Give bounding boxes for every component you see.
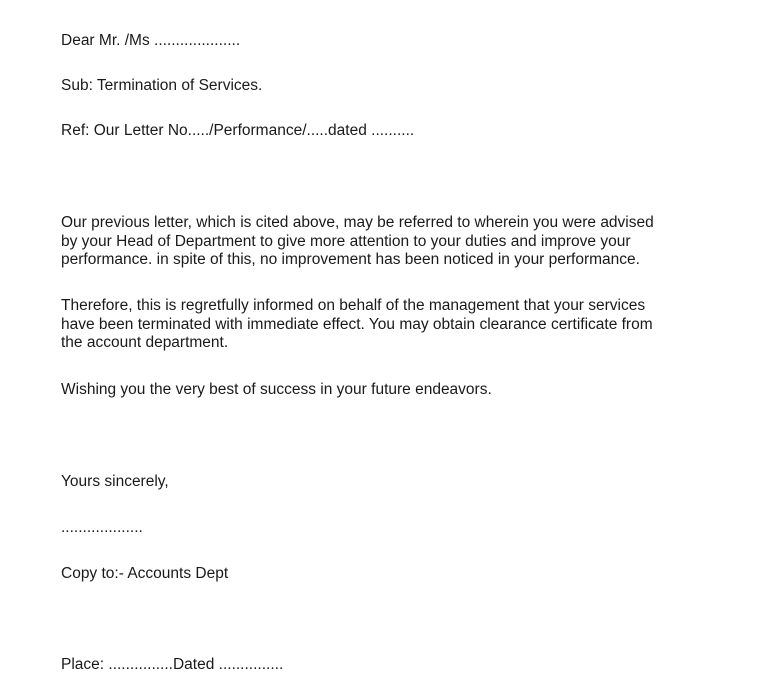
paragraph-line: the account department. [61, 334, 229, 351]
paragraph-line: have been terminated with immediate effect. You may obtain clearance certificate from [61, 315, 653, 333]
signature-line: ................... [61, 519, 143, 536]
paragraph-termination [61, 297, 741, 353]
paragraph-wishes: Wishing you the very best of success in your future endeavors. [61, 381, 492, 398]
subject-line: Sub: Termination of Services. [61, 77, 263, 94]
reference-line: Ref: Our Letter No...../Performance/.....dated .......... [61, 122, 415, 139]
paragraph-line: Our previous letter, which is cited above, may be referred to wherein you were advised [61, 214, 654, 231]
salutation: Dear Mr. /Ms .................... [61, 32, 241, 49]
paragraph-line: Therefore, this is regretfully informed on behalf of the management that your services [61, 297, 646, 314]
closing: Yours sincerely, [61, 473, 169, 490]
copy-to-line: Copy to:- Accounts Dept [61, 565, 229, 582]
paragraph-previous-letter [61, 214, 741, 270]
paragraph-line: performance. in spite of this, no improvement has been noticed in your performance. [61, 251, 640, 268]
paragraph-line: by your Head of Department to give more attention to your duties and improve your [61, 232, 631, 250]
place-date-line: Place: ...............Dated ............... [61, 656, 284, 673]
